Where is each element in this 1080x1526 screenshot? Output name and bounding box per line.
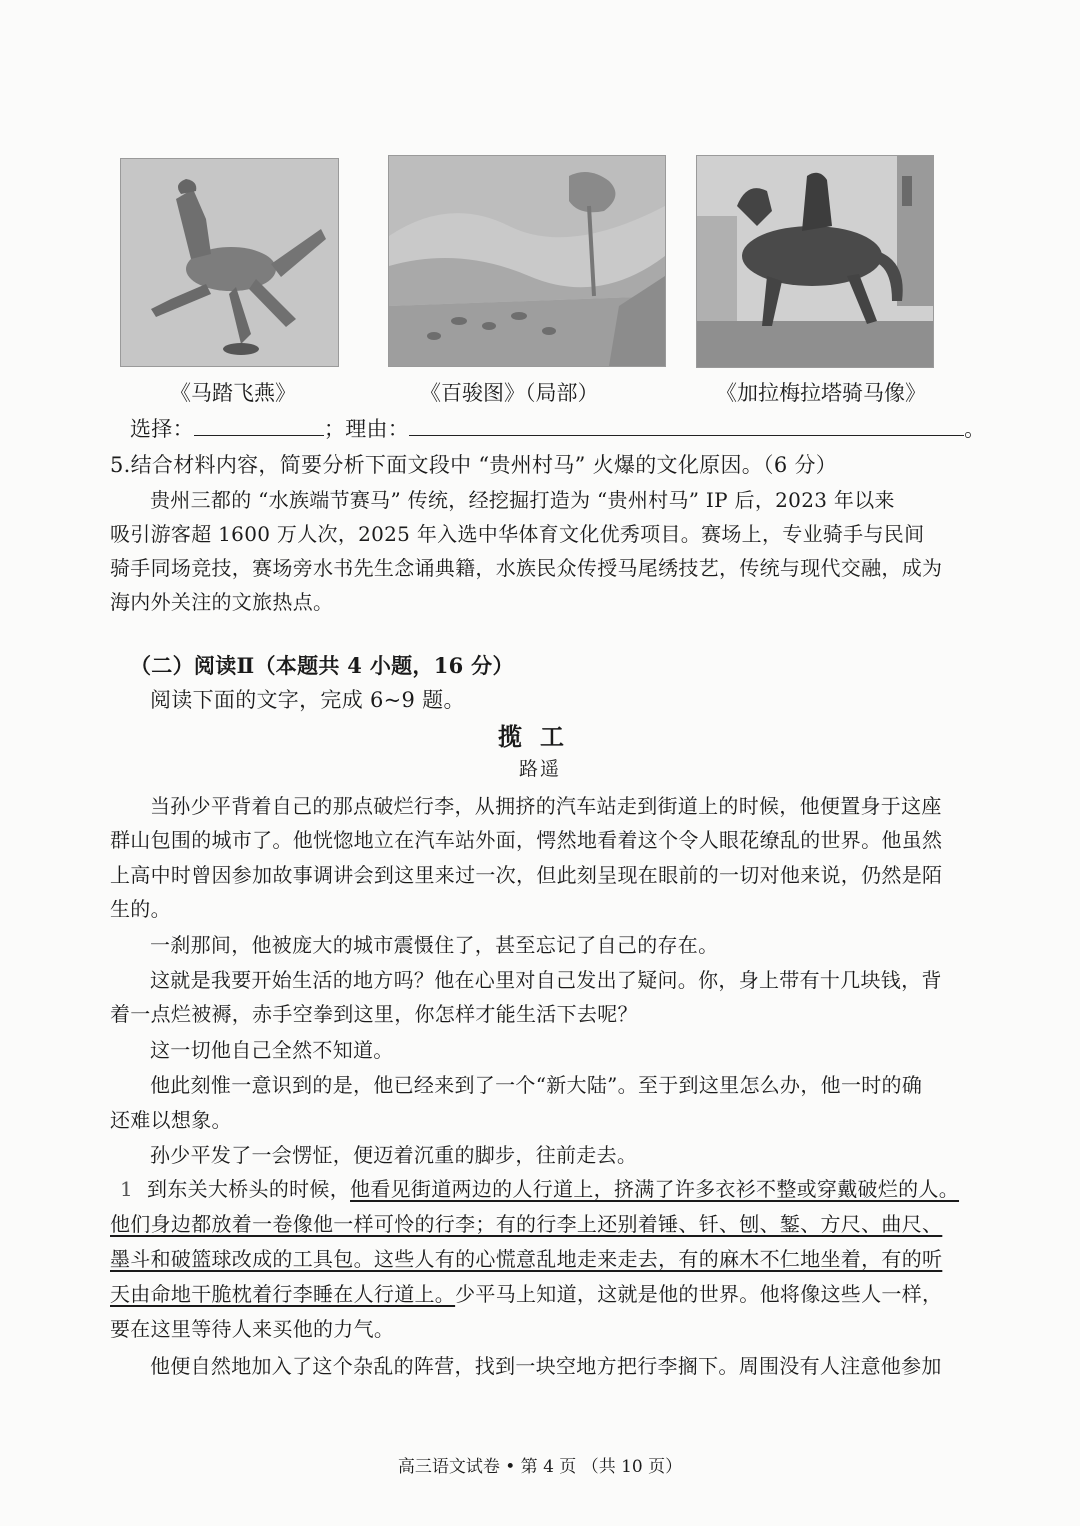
story-east-bridge-line-4: [110, 1278, 942, 1307]
caption-gattamelata: 《加拉梅拉塔骑马像》: [716, 381, 926, 405]
section2-instruction: 阅读下面的文字，完成 6~9 题。: [150, 688, 465, 712]
q5-line: 吸引游客超 1600 万人次，2025 年入选中华体育文化优秀项目。赛场上，专业骑手与民间: [110, 522, 925, 546]
story-line: 当孙少平背着自己的那点破烂行李，从拥挤的汽车站走到街道上的时候，他便置身于这座: [150, 794, 942, 818]
caption-flying-horse: 《马踏飞燕》: [170, 381, 296, 405]
story-line: 着一点烂被褥，赤手空拳到这里，你怎样才能生活下去呢？: [110, 1002, 638, 1026]
page-footer: 高三语文试卷 • 第 4 页 （共 10 页）: [397, 1457, 683, 1477]
underlined-text: 墨斗和破篮球改成的工具包。这些人有的心慌意乱地走来走去，有的麻木不仁地坐着，有的听: [110, 1247, 943, 1271]
story-line: 要在这里等待人来买他的力气。: [110, 1317, 395, 1341]
reason-label: ；理由：: [323, 417, 410, 441]
figure-gattamelata: [696, 155, 934, 368]
select-label: 选择：: [130, 417, 194, 441]
margin-mark: 1: [120, 1177, 134, 1201]
caption-hundred-horses: 《百骏图》（局部）: [420, 381, 599, 405]
hundred-horses-image: [389, 156, 665, 366]
select-blank[interactable]: [194, 434, 324, 436]
story-line: 上高中时曾因参加故事调讲会到这里来过一次，但此刻呈现在眼前的一切对他来说，仍然是陌: [110, 863, 943, 887]
figure-flying-horse: [120, 158, 339, 367]
story-author: 路遥: [518, 758, 561, 780]
reason-blank[interactable]: [409, 434, 964, 436]
q5-line: 贵州三都的 “水族端节赛马” 传统，经挖掘打造为 “贵州村马” IP 后，2023 年以来: [150, 488, 895, 512]
east-bridge-pre: 到东关大桥头的时候，: [147, 1177, 351, 1201]
story-line: 他此刻惟一意识到的是，他已经来到了一个“新大陆”。至于到这里怎么办，他一时的确: [150, 1073, 923, 1097]
underlined-text: 他看见街道两边的人行道上，挤满了许多衣衫不整或穿戴破烂的人。: [350, 1177, 960, 1201]
choice-end: 。: [964, 417, 986, 441]
figure-hundred-horses: [388, 155, 666, 367]
section2-heading: （二）阅读Ⅱ（本题共 4 小题，16 分）: [130, 653, 514, 678]
question5-prompt: 5.结合材料内容，简要分析下面文段中 “贵州村马” 火爆的文化原因。（6 分）: [110, 453, 838, 477]
choice-line: [130, 413, 985, 443]
story-line: 一刹那间，他被庞大的城市震慑住了，甚至忘记了自己的存在。: [150, 933, 719, 957]
story-title: 揽工: [498, 722, 582, 751]
q5-line: 骑手同场竞技，赛场旁水书先生念诵典籍，水族民众传授马尾绣技艺，传统与现代交融，成为: [110, 556, 943, 580]
underlined-text: 他们身边都放着一卷像他一样可怜的行李；有的行李上还别着锤、钎、刨、錾、方尺、曲尺、: [110, 1212, 943, 1236]
story-line: 孙少平发了一会愣怔，便迈着沉重的脚步，往前走去。: [150, 1143, 638, 1167]
story-line: 群山包围的城市了。他恍惚地立在汽车站外面，愕然地看着这个令人眼花缭乱的世界。他虽然: [110, 828, 943, 852]
story-line: 生的。: [110, 897, 171, 921]
story-line: 这一切他自己全然不知道。: [150, 1038, 394, 1062]
east-bridge-post: 少平马上知道，这就是他的世界。他将像这些人一样，: [455, 1282, 943, 1306]
story-line: 还难以想象。: [110, 1108, 232, 1132]
story-line: 他便自然地加入了这个杂乱的阵营，找到一块空地方把行李搁下。周围没有人注意他参加: [150, 1354, 942, 1378]
story-east-bridge-line-1: [120, 1173, 959, 1202]
q5-line: 海内外关注的文旅热点。: [110, 590, 334, 614]
story-line: 这就是我要开始生活的地方吗？他在心里对自己发出了疑问。你，身上带有十几块钱，背: [150, 968, 942, 992]
gattamelata-image: [697, 156, 933, 367]
underlined-text: 天由命地干脆枕着行李睡在人行道上。: [110, 1282, 456, 1306]
flying-horse-image: [121, 159, 338, 366]
